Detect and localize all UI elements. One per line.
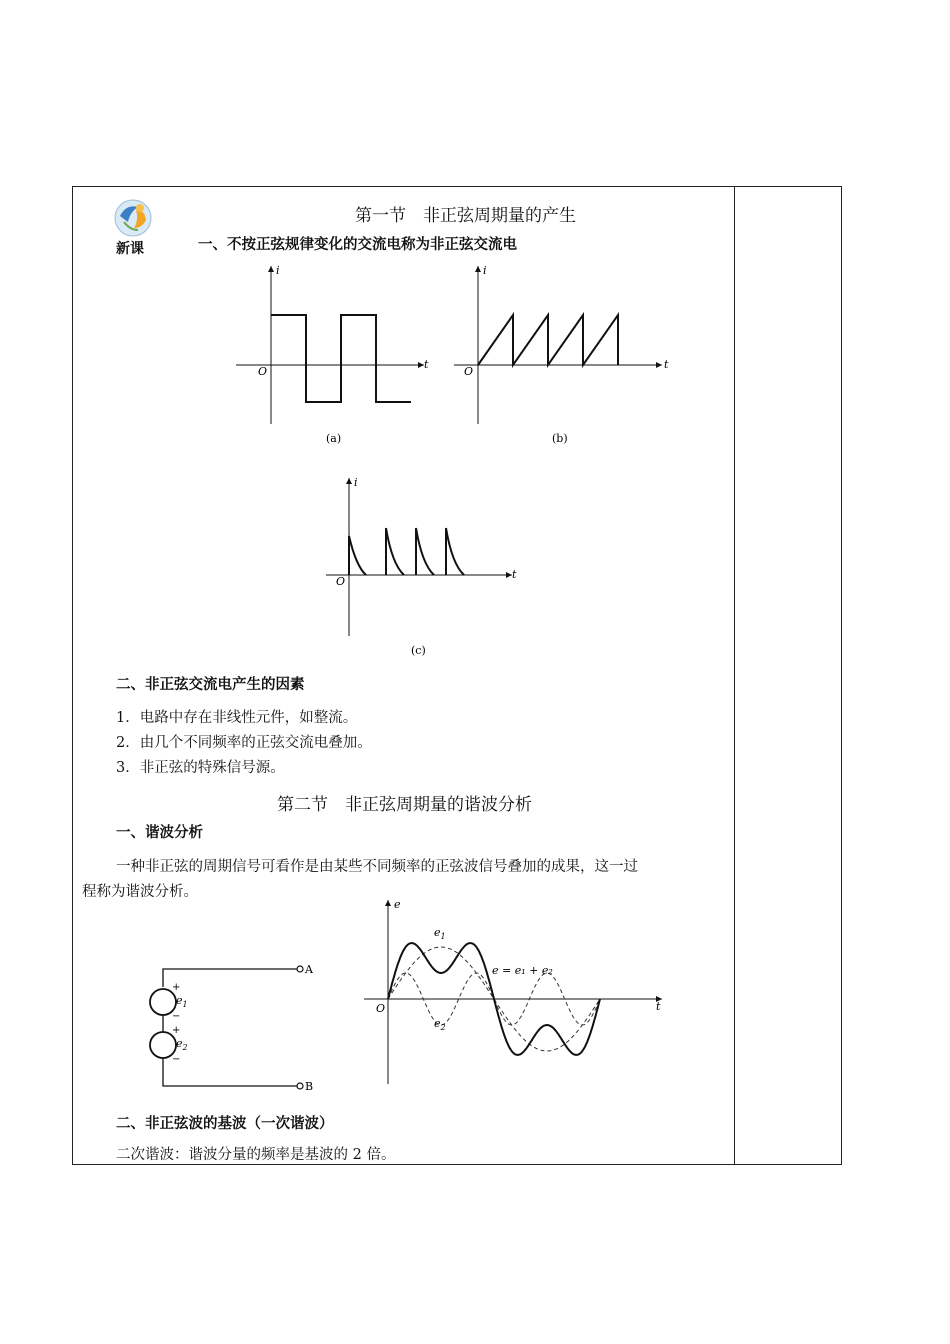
wave-ylabel: e [394, 898, 401, 911]
terminal-b-label: B [305, 1080, 314, 1093]
paragraph-line: 一种非正弦的周期信号可看作是由某些不同频率的正弦波信号叠加的成果，这一过 [116, 859, 638, 875]
plus-sign: + [172, 1025, 181, 1036]
figure-pulse-wave [326, 474, 526, 660]
source2-label: $e_2$ [176, 1037, 188, 1052]
section2-heading2: 二、非正弦波的基波（一次谐波） [116, 1116, 334, 1132]
e2-label: $e_2$ [434, 1017, 446, 1032]
section2-title: 第二节 非正弦周期量的谐波分析 [277, 795, 532, 815]
wave-origin: O [376, 1002, 386, 1015]
new-lesson-icon [112, 198, 156, 238]
fig-c-xlabel: t [512, 568, 517, 581]
fig-b-xlabel: t [664, 358, 669, 371]
minus-sign: − [172, 1054, 181, 1065]
source1-label: $e_1$ [176, 994, 188, 1009]
wave-xlabel: t [656, 1000, 661, 1013]
fig-c-caption: (c) [411, 644, 426, 657]
minus-sign: − [172, 1011, 181, 1022]
section1-heading1: 一、不按正弦规律变化的交流电称为非正弦交流电 [198, 237, 517, 253]
body-line: 二次谐波：谐波分量的频率是基波的 2 倍。 [116, 1147, 396, 1163]
list-item: 3．非正弦的特殊信号源。 [116, 760, 285, 776]
new-lesson-label: 新课 [116, 241, 144, 257]
e1-label: $e_1$ [434, 926, 446, 941]
fig-b-caption: (b) [552, 432, 568, 445]
fig-a-caption: (a) [326, 432, 342, 445]
list-item: 1．电路中存在非线性元件，如整流。 [116, 710, 358, 726]
fig-a-ylabel: i [276, 264, 280, 277]
paragraph-line: 程称为谐波分析。 [82, 884, 198, 900]
terminal-a-label: A [305, 963, 313, 976]
column-divider [734, 186, 735, 1165]
fig-a-xlabel: t [424, 358, 429, 371]
figure-harmonic-superposition [364, 896, 670, 1086]
sum-label: e = e₁ + e₂ [492, 964, 553, 977]
fig-c-ylabel: i [354, 476, 358, 489]
fig-c-origin: O [336, 575, 346, 588]
figure-square-wave [236, 262, 442, 450]
circuit-diagram [140, 958, 320, 1096]
list-item: 2．由几个不同频率的正弦交流电叠加。 [116, 735, 372, 751]
fig-b-origin: O [464, 365, 474, 378]
figure-sawtooth-wave [454, 262, 676, 450]
section2-heading1: 一、谐波分析 [116, 825, 203, 841]
fig-b-ylabel: i [483, 264, 487, 277]
section1-title: 第一节 非正弦周期量的产生 [355, 206, 576, 226]
fig-a-origin: O [258, 365, 268, 378]
plus-sign: + [172, 982, 181, 993]
section1-heading2: 二、非正弦交流电产生的因素 [116, 677, 305, 693]
